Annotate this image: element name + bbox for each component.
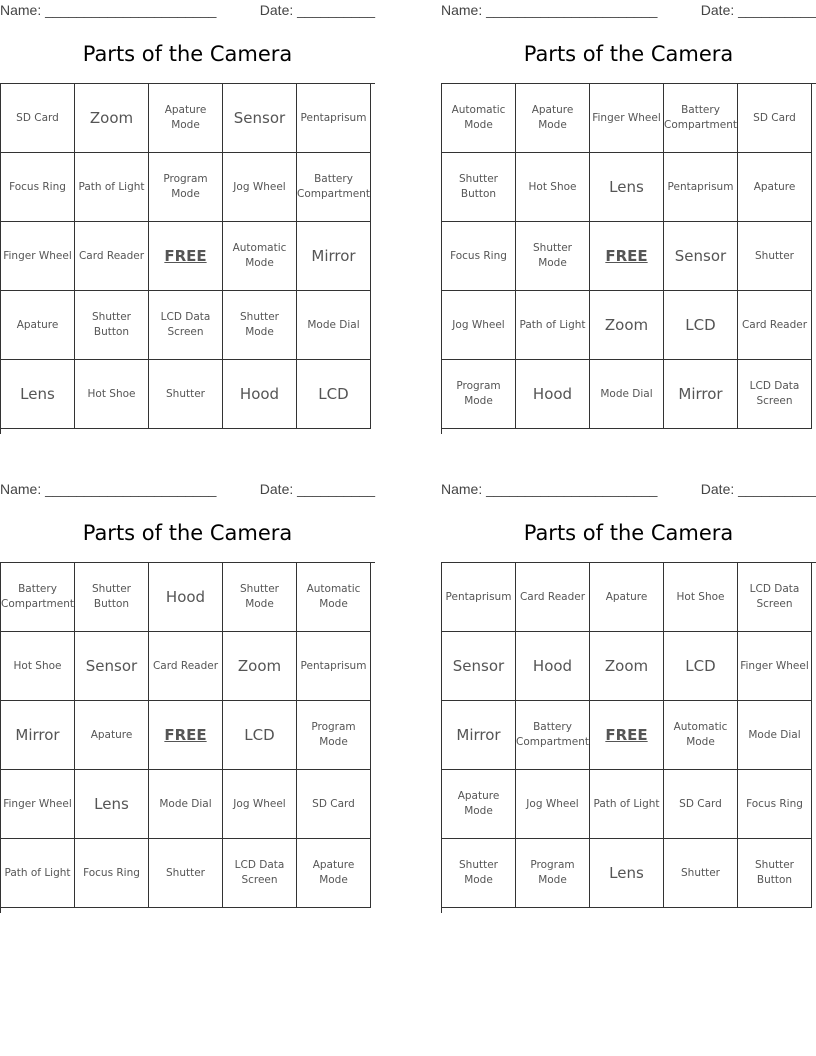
bingo-cell: Hood [223,360,297,429]
bingo-cell: Path of Light [75,153,149,222]
card-title: Parts of the Camera [82,521,293,545]
bingo-grid [441,83,816,434]
bingo-cell: Card Reader [75,222,149,291]
bingo-cell: Sensor [223,84,297,153]
card-header [0,0,375,20]
bingo-cell: Shutter Mode [516,222,590,291]
bingo-cell: Mode Dial [297,291,371,360]
bingo-cell: Automatic Mode [664,701,738,770]
card-header [0,479,375,499]
bingo-cell: Shutter Button [738,839,812,908]
bingo-cell: Program Mode [297,701,371,770]
bingo-cell: Shutter Mode [442,839,516,908]
bingo-cell: Apature [1,291,75,360]
bingo-cell: Hot Shoe [516,153,590,222]
bingo-cell: Shutter Mode [223,291,297,360]
bingo-grid [0,562,375,913]
bingo-cell: Shutter [664,839,738,908]
bingo-cell: Battery Compartment [297,153,371,222]
bingo-cell: Path of Light [1,839,75,908]
bingo-cell: SD Card [738,84,812,153]
bingo-cell: SD Card [297,770,371,839]
bingo-cell: Shutter Mode [223,563,297,632]
bingo-cell: Jog Wheel [223,770,297,839]
bingo-cell: Battery Compartment [664,84,738,153]
bingo-cell: Sensor [75,632,149,701]
free-space: FREE [149,701,223,770]
bingo-cell: Hot Shoe [1,632,75,701]
bingo-cell: Path of Light [590,770,664,839]
bingo-cell: Automatic Mode [442,84,516,153]
bingo-cell: Hot Shoe [75,360,149,429]
bingo-cell: Card Reader [516,563,590,632]
bingo-cell: Apature [590,563,664,632]
date-field: Date: __________ [259,2,375,18]
bingo-cell: Battery Compartment [516,701,590,770]
bingo-cell: Finger Wheel [1,222,75,291]
bingo-cell: Mirror [442,701,516,770]
bingo-cell: Zoom [223,632,297,701]
name-field: Name: ______________________ [441,2,658,18]
bingo-cell: SD Card [664,770,738,839]
bingo-card [441,479,816,914]
bingo-cell: Lens [75,770,149,839]
bingo-cell: Focus Ring [442,222,516,291]
card-header [441,479,816,499]
bingo-cell: Sensor [442,632,516,701]
bingo-cell: Mode Dial [738,701,812,770]
name-field: Name: ______________________ [0,481,217,497]
date-field: Date: __________ [700,2,816,18]
bingo-cell: Program Mode [149,153,223,222]
bingo-cell: Zoom [590,291,664,360]
bingo-cell: SD Card [1,84,75,153]
bingo-cell: Pentaprisum [664,153,738,222]
bingo-cell: Path of Light [516,291,590,360]
bingo-cell: Lens [1,360,75,429]
bingo-cell: Lens [590,839,664,908]
bingo-cell: Hood [516,360,590,429]
bingo-cell: Shutter Button [75,563,149,632]
bingo-cell: Shutter Button [75,291,149,360]
bingo-cell: Automatic Mode [297,563,371,632]
bingo-cell: Zoom [590,632,664,701]
bingo-cell: Pentaprisum [442,563,516,632]
date-field: Date: __________ [259,481,375,497]
bingo-cell: LCD [297,360,371,429]
bingo-card [441,0,816,435]
free-space: FREE [149,222,223,291]
bingo-cell: Apature Mode [516,84,590,153]
free-space: FREE [590,222,664,291]
bingo-cell: Program Mode [442,360,516,429]
bingo-cell: Jog Wheel [516,770,590,839]
bingo-cell: Automatic Mode [223,222,297,291]
bingo-cell: Jog Wheel [442,291,516,360]
bingo-cell: Hood [516,632,590,701]
bingo-cell: LCD Data Screen [738,360,812,429]
bingo-cell: Card Reader [149,632,223,701]
bingo-cell: Apature [75,701,149,770]
bingo-cell: Battery Compartment [1,563,75,632]
card-title: Parts of the Camera [523,42,734,66]
bingo-cell: LCD [223,701,297,770]
bingo-cell: Hot Shoe [664,563,738,632]
bingo-cell: LCD Data Screen [223,839,297,908]
bingo-cell: Shutter [738,222,812,291]
bingo-cell: Program Mode [516,839,590,908]
bingo-grid [0,83,375,434]
bingo-cell: Mirror [1,701,75,770]
card-title: Parts of the Camera [82,42,293,66]
bingo-cell: Finger Wheel [1,770,75,839]
bingo-cell: Finger Wheel [590,84,664,153]
bingo-cell: Finger Wheel [738,632,812,701]
date-field: Date: __________ [700,481,816,497]
bingo-cell: Apature [738,153,812,222]
bingo-cell: Apature Mode [297,839,371,908]
bingo-cell: LCD Data Screen [738,563,812,632]
bingo-cell: Apature Mode [442,770,516,839]
bingo-cell: Shutter Button [442,153,516,222]
bingo-cell: Apature Mode [149,84,223,153]
bingo-cell: LCD [664,291,738,360]
bingo-cell: Mode Dial [149,770,223,839]
bingo-cell: LCD [664,632,738,701]
bingo-cell: Focus Ring [738,770,812,839]
bingo-cell: LCD Data Screen [149,291,223,360]
bingo-cell: Jog Wheel [223,153,297,222]
bingo-cell: Lens [590,153,664,222]
bingo-cell: Hood [149,563,223,632]
bingo-card [0,0,375,435]
bingo-cell: Shutter [149,839,223,908]
bingo-cell: Pentaprisum [297,84,371,153]
bingo-card [0,479,375,914]
bingo-cell: Mirror [297,222,371,291]
bingo-cell: Mode Dial [590,360,664,429]
name-field: Name: ______________________ [441,481,658,497]
bingo-cell: Focus Ring [75,839,149,908]
bingo-cell: Zoom [75,84,149,153]
bingo-cell: Focus Ring [1,153,75,222]
card-header [441,0,816,20]
bingo-cell: Card Reader [738,291,812,360]
card-title: Parts of the Camera [523,521,734,545]
bingo-cell: Pentaprisum [297,632,371,701]
bingo-cell: Sensor [664,222,738,291]
name-field: Name: ______________________ [0,2,217,18]
bingo-cell: Mirror [664,360,738,429]
bingo-cell: Shutter [149,360,223,429]
bingo-grid [441,562,816,913]
free-space: FREE [590,701,664,770]
